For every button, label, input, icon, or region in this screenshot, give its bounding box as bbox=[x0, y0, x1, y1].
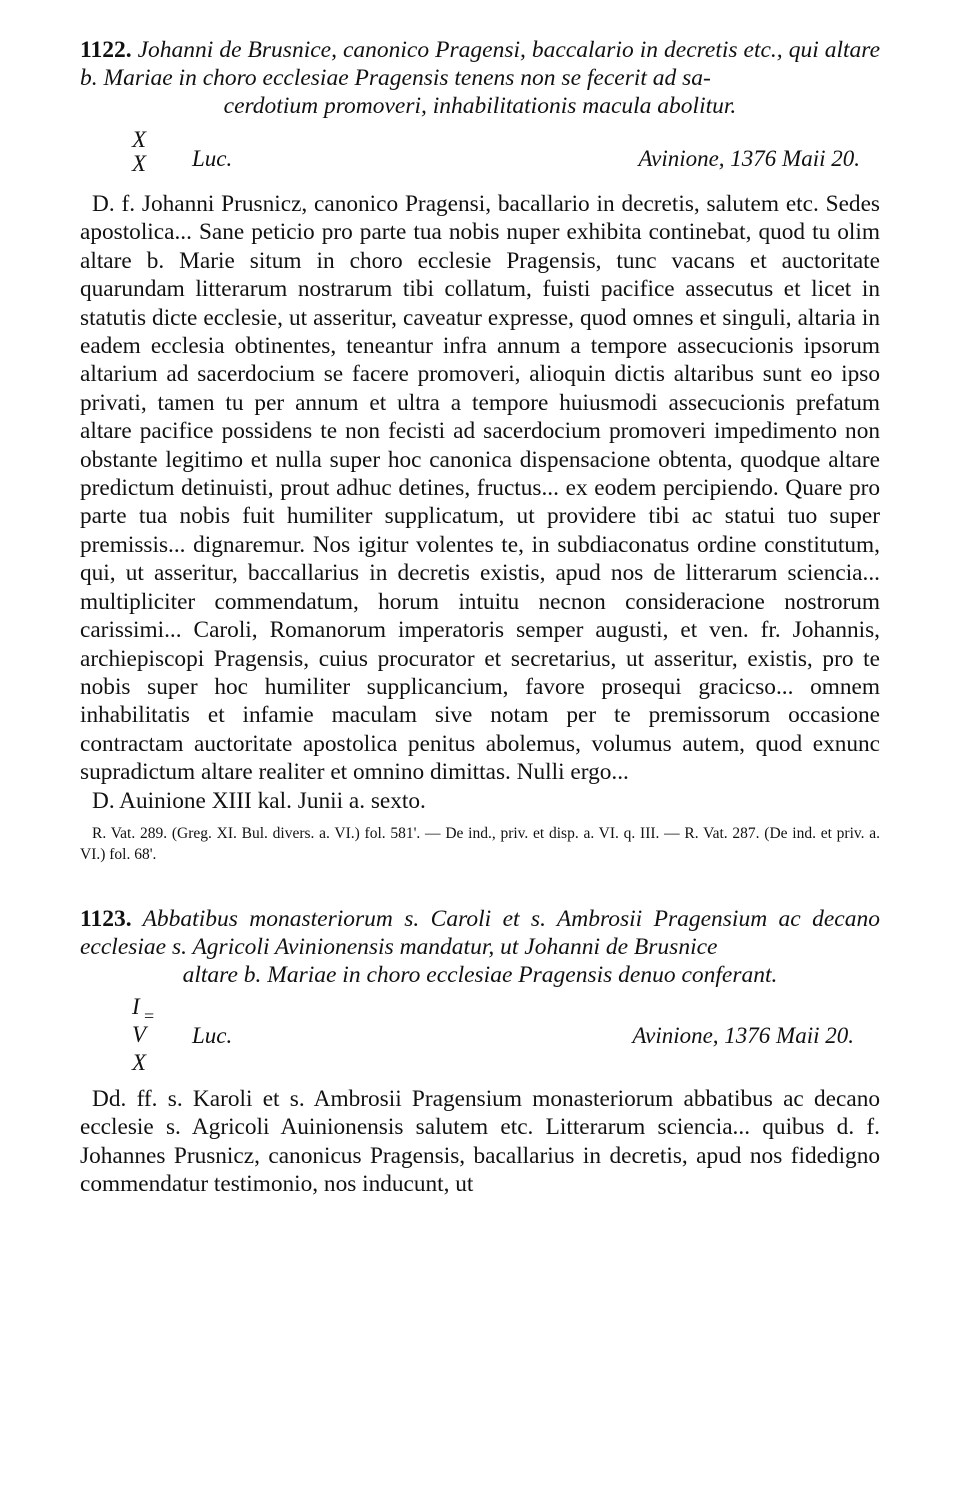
entry-1122-title-a: Johanni de Brusnice, canonico Pragensi, baccalario in decretis etc., qui altare b. Mariae in choro ecclesiae Pragensis tenens non se fecerit ad sa- bbox=[80, 37, 881, 91]
entry-1122-number: 1122. bbox=[80, 37, 132, 63]
entry-1122-sig-top: X bbox=[132, 127, 147, 152]
entry-1123-sig-1: I bbox=[132, 993, 140, 1019]
entry-1123-title-a: Abbatibus monasteriorum s. Caroli et s. Ambrosii Pragensium ac decano ecclesiae s. Agricoli Avinionensis mandatur, ut Johanni de Brusnice bbox=[80, 905, 880, 960]
entry-1122-reference bbox=[80, 823, 880, 865]
entry-1123-date: Avinione, 1376 Maii 20. bbox=[632, 1022, 854, 1048]
entry-1123-luc: Luc. bbox=[192, 1022, 233, 1048]
entry-1122-sig-bottom: X bbox=[132, 151, 147, 176]
entry-1123-eq-mark: = bbox=[144, 1005, 155, 1026]
entry-1122-paragraph-1: D. f. Johanni Prusnicz, canonico Pragensi, bacallario in decretis, salutem etc. Sedes apostolica... Sane peticio pro parte tua nobis nuper exhibita continebat, quod tu olim altare b. Marie situm in choro ecclesie Pragensis, tunc vacans et auctoritate quarundam litterarum nostrarum tibi collatum, fuisti pacifice assecutus et licet in statutis dicte ecclesie, ut asseritur, caveatur expresse, quod omnes et singuli, altaria in eadem ecclesia obtinentes, teneantur infra annum a tempore assecucionis ipsorum altarium ad sacerdocium se facere promoveri, alioquin dictis altaribus sunt eo ipso privati, tamen tu per annum et ultra a tempore huiusmodi assecucionis prefatum altare pacifice possidens te non fecisti ad sacerdocium promoveri impedimento non obstante legitimo et nulla super hoc canonica dispensacione obtenta, quodque altare predictum detinuisti, prout adhuc detines, fructus... ex eodem percipiendo. Quare pro parte tua nobis fuit humiliter supplicatum, ut providere tibi ac statui tuo super premissis... dignaremur. Nos igitur volentes te, in subdiaconatus ordine constitutum, qui, ut asseritur, baccallarius in decretis existis, apud nos de litterarum sciencia... multipliciter commendatum, horum intuitu necnon consideracione nostrorum carissimi... Caroli, Romanorum imperatoris semper augusti, et ven. fr. Johannis, archiepiscopi Pragensis, cuius procurator et secretarius, ut asseritur, existis, pro te nobis super hoc humiliter supplicancium, favore prosequi gracicso... omnem inhabilitatis et infamie maculam sive notam per te premissorum occasione contractam auctoritate apostolica penitus abolemus, volumus autem, quod exnunc supradictum altare realiter et omnino dimittas. Nulli ergo... bbox=[80, 191, 880, 786]
entry-1122-title-b: cerdotium promoveri, inhabilitationis macula abolitur. bbox=[223, 93, 737, 119]
entry-1123-sig-2: V bbox=[132, 1021, 147, 1047]
entry-1122-date: Avinione, 1376 Maii 20. bbox=[638, 146, 860, 171]
entry-1122-signature bbox=[132, 128, 146, 176]
entry-1122-luc: Luc. bbox=[192, 146, 233, 171]
entry-1123-heading bbox=[80, 905, 880, 989]
entry-1122-paragraph-2: D. Auinione XIII kal. Junii a. sexto. bbox=[92, 787, 426, 814]
entry-1122-reference-text: R. Vat. 289. (Greg. XI. Bul. divers. a. VI.) fol. 581'. — De ind., priv. et disp. a. VI. q. III. — R. Vat. 287. (De ind. et priv. a. VI.) fol. 68'. bbox=[80, 824, 880, 863]
entry-1123-title-b: altare b. Mariae in choro ecclesiae Pragensis denuo conferant. bbox=[182, 961, 778, 988]
entry-1122-body bbox=[80, 190, 880, 815]
entry-1122-meta bbox=[80, 128, 880, 190]
entry-1123-meta bbox=[80, 993, 880, 1085]
entry-1123-paragraph-1: Dd. ff. s. Karoli et s. Ambrosii Pragensium monasteriorum abbatibus ac decano ecclesie s. Agricoli Auinionensis salutem etc. Litterarum sciencia... quibus d. f. Johannes Prusnicz, canonicus Pragensis, bacallarius in decretis, apud nos fidedigno commendatur testimonio, nos inducunt, ut bbox=[80, 1085, 880, 1198]
entry-1123-body bbox=[80, 1085, 880, 1199]
entry-1123-number: 1123. bbox=[80, 905, 132, 932]
entry-1122-heading bbox=[80, 36, 880, 120]
entry-1123-sig-3: X bbox=[132, 1049, 147, 1075]
document-page bbox=[80, 36, 880, 1199]
